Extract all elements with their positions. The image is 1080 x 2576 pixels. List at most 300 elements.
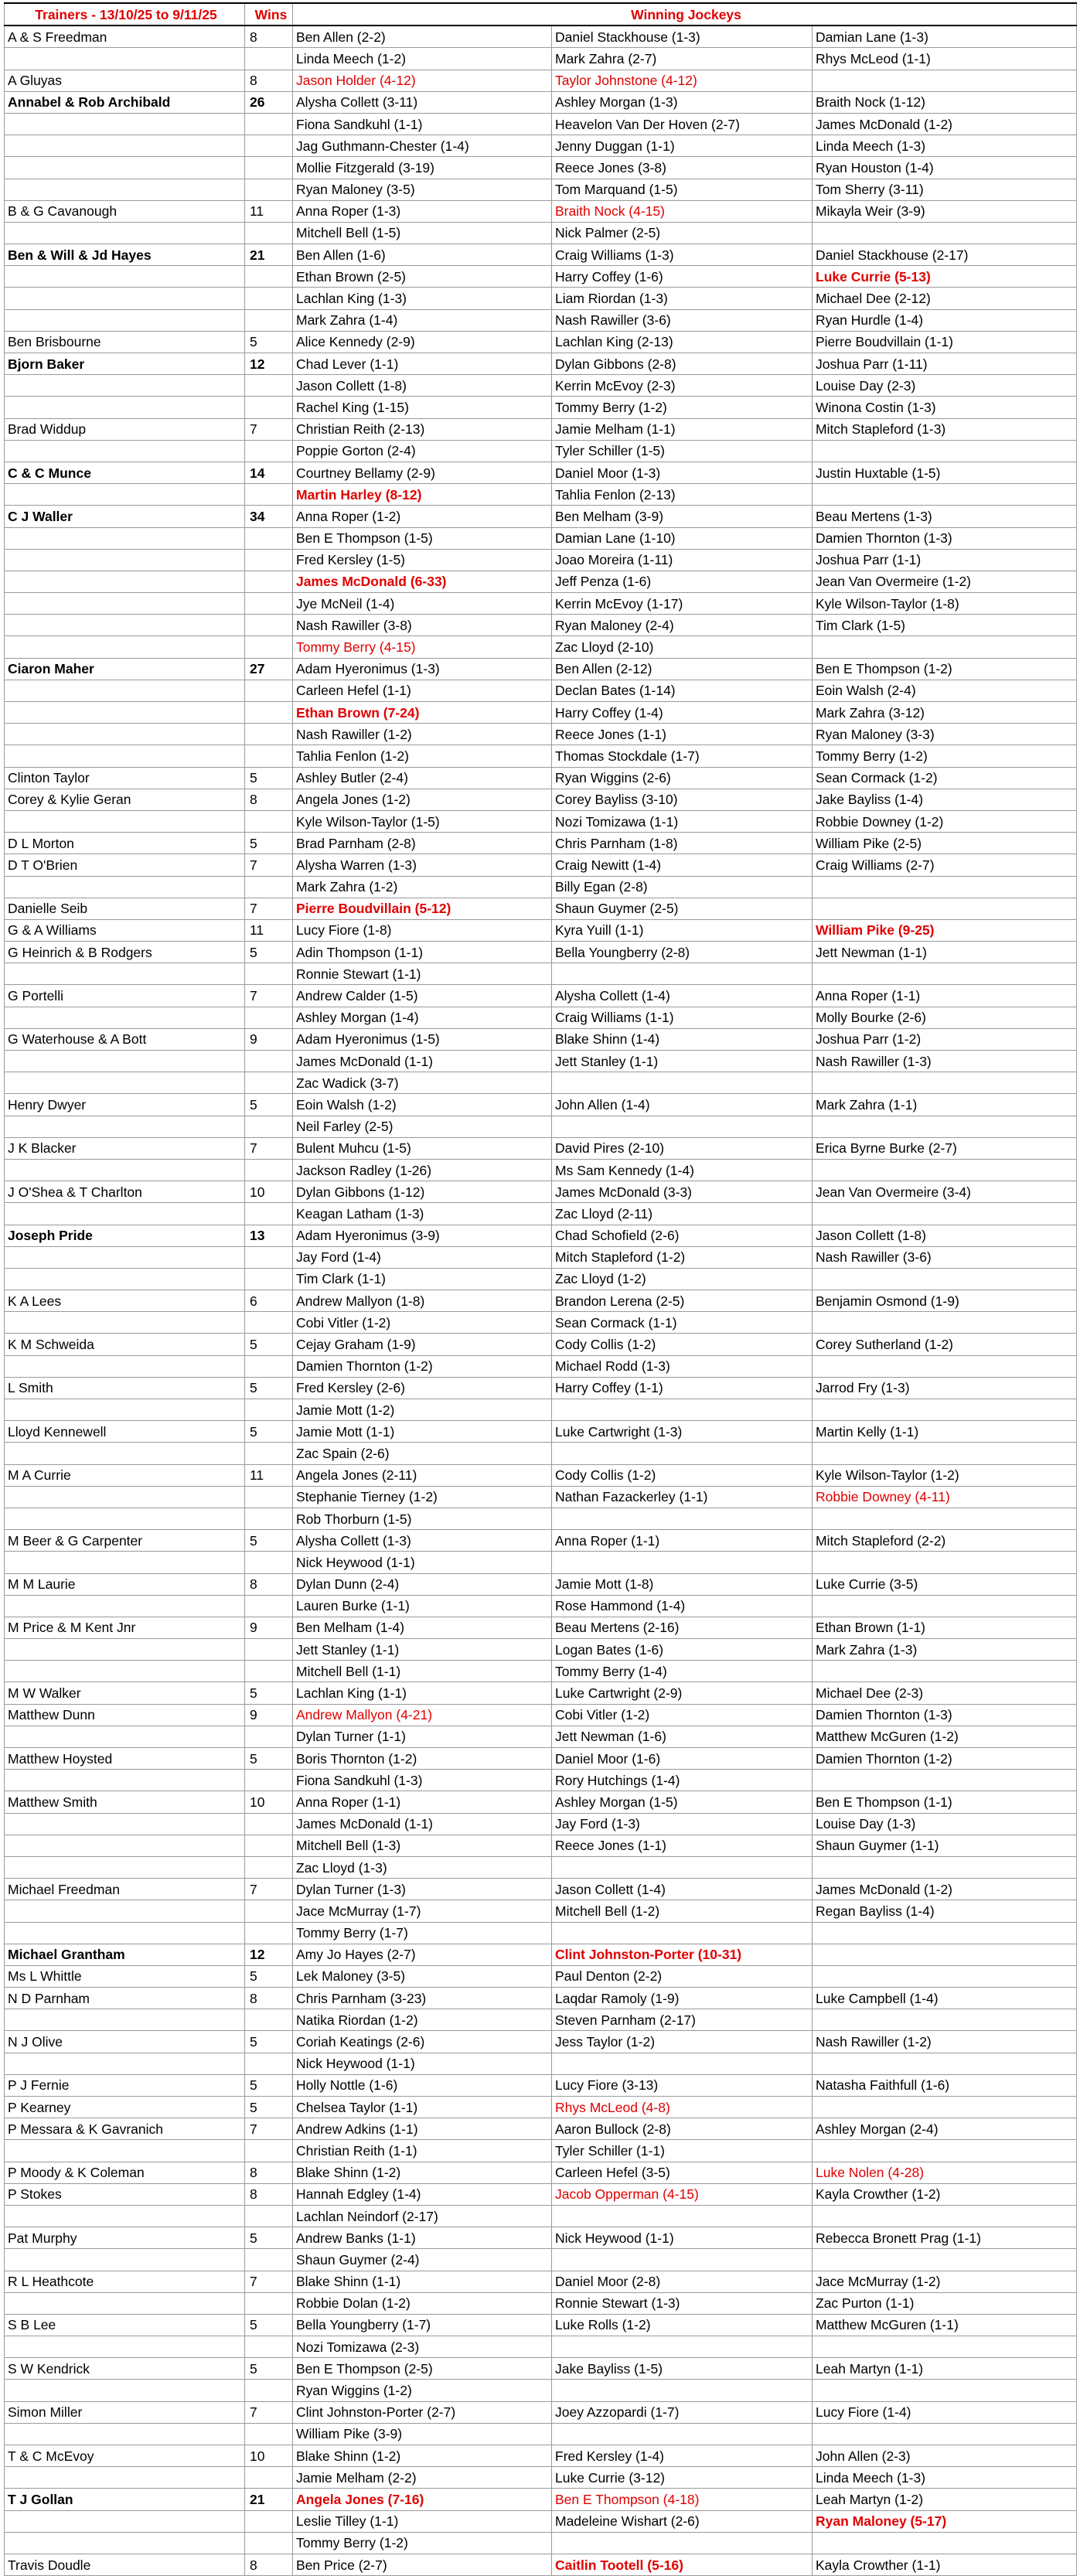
table-row: [5, 1704, 1077, 1726]
jockey-cell: [552, 963, 813, 985]
trainer-cell: [5, 2249, 245, 2271]
trainer-cell: A Gluyas: [5, 70, 245, 91]
jockey-cell: Sean Cormack (1-2): [813, 767, 1077, 789]
table-row: [5, 2489, 1077, 2510]
trainer-cell: M A Currie: [5, 1464, 245, 1486]
trainer-cell: G Portelli: [5, 985, 245, 1007]
trainer-cell: [5, 113, 245, 135]
jockey-cell: Lachlan King (2-13): [552, 331, 813, 353]
wins-cell: [245, 2292, 293, 2314]
wins-cell: 5: [245, 942, 293, 963]
wins-cell: [245, 48, 293, 70]
table-row: [5, 2292, 1077, 2314]
jockey-cell: Laqdar Ramoly (1-9): [552, 1988, 813, 2009]
jockey-cell: Fred Kersley (2-6): [293, 1377, 552, 1399]
jockey-cell: [552, 1399, 813, 1421]
jockey-cell: Nash Rawiller (1-3): [813, 1051, 1077, 1072]
trainer-cell: [5, 222, 245, 244]
wins-cell: 5: [245, 833, 293, 854]
jockey-cell: Jake Bayliss (1-4): [813, 789, 1077, 810]
jockey-cell: Shaun Guymer (1-1): [813, 1835, 1077, 1856]
jockey-cell: Jamie Melham (2-2): [293, 2467, 552, 2489]
jockey-cell: John Allen (2-3): [813, 2445, 1077, 2467]
table-row: [5, 1116, 1077, 1137]
jockey-cell: Kyle Wilson-Taylor (1-2): [813, 1464, 1077, 1486]
jockey-cell: Harry Coffey (1-1): [552, 1377, 813, 1399]
table-row: [5, 1530, 1077, 1552]
wins-cell: [245, 1268, 293, 1290]
trainer-cell: Ben Brisbourne: [5, 331, 245, 353]
table-row: [5, 244, 1077, 266]
table-row: [5, 1595, 1077, 1617]
jockey-cell: Nick Heywood (1-1): [552, 2227, 813, 2249]
trainer-cell: Brad Widdup: [5, 418, 245, 440]
jockey-cell: Matthew McGuren (1-1): [813, 2314, 1077, 2336]
jockey-cell: Chad Schofield (2-6): [552, 1225, 813, 1246]
wins-cell: [245, 2249, 293, 2271]
jockey-cell: [813, 2249, 1077, 2271]
table-row: [5, 2009, 1077, 2031]
jockey-cell: Leslie Tilley (1-1): [293, 2510, 552, 2532]
jockey-cell: Tommy Berry (1-2): [813, 745, 1077, 767]
jockey-cell: [813, 2097, 1077, 2118]
wins-cell: [245, 2467, 293, 2489]
table-row: [5, 2401, 1077, 2423]
wins-cell: [245, 1355, 293, 1377]
jockey-cell: Tommy Berry (1-2): [293, 2532, 552, 2554]
jockey-cell: Ryan Houston (1-4): [813, 157, 1077, 179]
trainer-cell: [5, 440, 245, 462]
trainer-cell: P J Fernie: [5, 2074, 245, 2096]
jockey-cell: Rose Hammond (1-4): [552, 1595, 813, 1617]
jockey-cell: [813, 2423, 1077, 2445]
jockey-cell: Michael Dee (2-12): [813, 288, 1077, 309]
table-row: [5, 2249, 1077, 2271]
trainer-cell: [5, 135, 245, 157]
jockey-cell: Anna Roper (1-1): [552, 1530, 813, 1552]
jockey-cell: Zac Spain (2-6): [293, 1443, 552, 1464]
jockey-cell: [813, 1159, 1077, 1181]
jockey-cell: Pierre Boudvillain (1-1): [813, 331, 1077, 353]
jockey-cell: [813, 1965, 1077, 1987]
wins-cell: 8: [245, 26, 293, 48]
trainer-cell: [5, 1268, 245, 1290]
jockey-cell: Fred Kersley (1-4): [552, 2445, 813, 2467]
wins-cell: [245, 222, 293, 244]
jockey-cell: Dylan Gibbons (2-8): [552, 353, 813, 375]
trainer-cell: [5, 1900, 245, 1922]
jockey-cell: [813, 1552, 1077, 1573]
jockey-cell: Jamie Mott (1-1): [293, 1421, 552, 1443]
wins-cell: 10: [245, 1791, 293, 1813]
table-row: [5, 2271, 1077, 2292]
table-row: [5, 1573, 1077, 1595]
jockey-cell: Dylan Turner (1-3): [293, 1879, 552, 1900]
wins-cell: 7: [245, 2271, 293, 2292]
wins-cell: [245, 1072, 293, 1094]
table-row: [5, 1137, 1077, 1159]
trainer-cell: [5, 2009, 245, 2031]
table-row: [5, 1007, 1077, 1028]
jockey-cell: Nash Rawiller (1-2): [293, 724, 552, 745]
jockey-cell: Ashley Morgan (1-3): [552, 91, 813, 113]
table-row: [5, 2510, 1077, 2532]
jockey-cell: Adam Hyeronimus (1-3): [293, 658, 552, 680]
jockey-cell: Linda Meech (1-3): [813, 135, 1077, 157]
jockey-cell: Bella Youngberry (2-8): [552, 942, 813, 963]
jockey-cell: [813, 1355, 1077, 1377]
jockey-cell: Brad Parnham (2-8): [293, 833, 552, 854]
trainer-cell: A & S Freedman: [5, 26, 245, 48]
jockey-cell: Jag Guthmann-Chester (1-4): [293, 135, 552, 157]
table-row: [5, 1988, 1077, 2009]
jockey-cell: Zac Lloyd (1-2): [552, 1268, 813, 1290]
wins-cell: 5: [245, 2031, 293, 2053]
jockey-cell: Linda Meech (1-3): [813, 2467, 1077, 2489]
jockey-cell: Anna Roper (1-3): [293, 200, 552, 222]
wins-cell: [245, 636, 293, 658]
wins-cell: 7: [245, 898, 293, 919]
jockey-cell: Tim Clark (1-5): [813, 615, 1077, 636]
table-row: [5, 1856, 1077, 1878]
trainer-cell: L Smith: [5, 1377, 245, 1399]
trainer-cell: [5, 2053, 245, 2074]
jockey-cell: [813, 222, 1077, 244]
jockey-cell: Luke Nolen (4-28): [813, 2162, 1077, 2183]
wins-cell: 5: [245, 331, 293, 353]
table-row: [5, 91, 1077, 113]
trainer-cell: M Beer & G Carpenter: [5, 1530, 245, 1552]
table-row: [5, 1770, 1077, 1791]
jockey-cell: Jean Van Overmeire (3-4): [813, 1181, 1077, 1203]
jockey-cell: Ben E Thompson (4-18): [552, 2489, 813, 2510]
wins-cell: 5: [245, 2227, 293, 2249]
jockey-cell: [813, 70, 1077, 91]
jockey-cell: Damian Lane (1-3): [813, 26, 1077, 48]
wins-cell: [245, 179, 293, 200]
trainer-cell: [5, 1856, 245, 1878]
jockey-cell: Ben Melham (1-4): [293, 1617, 552, 1638]
wins-cell: [245, 440, 293, 462]
table-row: [5, 1290, 1077, 1312]
table-row: [5, 2205, 1077, 2227]
jockey-cell: Cody Collis (1-2): [552, 1464, 813, 1486]
jockey-cell: Tom Marquand (1-5): [552, 179, 813, 200]
trainer-cell: [5, 1051, 245, 1072]
table-row: [5, 767, 1077, 789]
jockey-cell: Ben E Thompson (2-5): [293, 2358, 552, 2380]
jockey-cell: Jenny Duggan (1-1): [552, 135, 813, 157]
trainer-cell: [5, 1835, 245, 1856]
table-row: [5, 1965, 1077, 1987]
jockey-cell: Ben Melham (3-9): [552, 506, 813, 527]
wins-cell: [245, 810, 293, 832]
table-row: [5, 1246, 1077, 1268]
table-row: [5, 985, 1077, 1007]
jockey-cell: Neil Farley (2-5): [293, 1116, 552, 1137]
wins-cell: [245, 2140, 293, 2162]
table-row: [5, 157, 1077, 179]
jockey-cell: Fred Kersley (1-5): [293, 549, 552, 571]
jockey-cell: Zac Wadick (3-7): [293, 1072, 552, 1094]
jockey-cell: Boris Thornton (1-2): [293, 1748, 552, 1770]
table-row: [5, 1377, 1077, 1399]
wins-cell: [245, 288, 293, 309]
jockey-cell: [813, 2205, 1077, 2227]
trainer-cell: [5, 2292, 245, 2314]
jockey-cell: Tyler Schiller (1-1): [552, 2140, 813, 2162]
trainer-cell: P Moody & K Coleman: [5, 2162, 245, 2183]
jockey-cell: [813, 2140, 1077, 2162]
table-row: [5, 2532, 1077, 2554]
wins-cell: [245, 1900, 293, 1922]
jockey-cell: Lauren Burke (1-1): [293, 1595, 552, 1617]
jockey-cell: Joshua Parr (1-1): [813, 549, 1077, 571]
jockey-cell: Craig Newitt (1-4): [552, 854, 813, 876]
jockey-cell: [552, 2380, 813, 2401]
wins-cell: [245, 2510, 293, 2532]
table-row: [5, 1072, 1077, 1094]
jockey-cell: [813, 2532, 1077, 2554]
jockey-cell: Corey Sutherland (1-2): [813, 1334, 1077, 1355]
wins-cell: 34: [245, 506, 293, 527]
trainer-cell: [5, 484, 245, 506]
jockey-cell: Mikayla Weir (3-9): [813, 200, 1077, 222]
jockey-cell: Ryan Maloney (3-5): [293, 179, 552, 200]
jockey-cell: Erica Byrne Burke (2-7): [813, 1137, 1077, 1159]
jockey-cell: Jason Collett (1-8): [813, 1225, 1077, 1246]
table-row: [5, 919, 1077, 941]
jockey-cell: Ben Allen (2-12): [552, 658, 813, 680]
jockey-cell: Mark Zahra (1-1): [813, 1094, 1077, 1116]
jockey-cell: Matthew McGuren (1-2): [813, 1726, 1077, 1747]
jockey-cell: Courtney Bellamy (2-9): [293, 462, 552, 483]
table-row: [5, 462, 1077, 483]
wins-cell: 14: [245, 462, 293, 483]
jockey-cell: [813, 1944, 1077, 1965]
wins-cell: [245, 1116, 293, 1137]
wins-cell: 7: [245, 1137, 293, 1159]
jockey-cell: Leah Martyn (1-2): [813, 2489, 1077, 2510]
trainer-cell: [5, 1552, 245, 1573]
trainer-cell: [5, 1246, 245, 1268]
wins-cell: [245, 2009, 293, 2031]
table-row: [5, 1748, 1077, 1770]
jockey-cell: Jeff Penza (1-6): [552, 571, 813, 592]
jockey-cell: Tyler Schiller (1-5): [552, 440, 813, 462]
jockey-cell: Luke Cartwright (2-9): [552, 1682, 813, 1704]
jockey-cell: Alysha Collett (1-4): [552, 985, 813, 1007]
jockey-cell: Chelsea Taylor (1-1): [293, 2097, 552, 2118]
jockey-cell: Blake Shinn (1-1): [293, 2271, 552, 2292]
table-row: [5, 418, 1077, 440]
jockey-cell: James McDonald (1-2): [813, 1879, 1077, 1900]
jockey-cell: [813, 2009, 1077, 2031]
trainer-cell: C J Waller: [5, 506, 245, 527]
table-row: [5, 549, 1077, 571]
jockey-cell: Fiona Sandkuhl (1-3): [293, 1770, 552, 1791]
table-row: [5, 2140, 1077, 2162]
wins-cell: [245, 1552, 293, 1573]
jockey-cell: Natasha Faithfull (1-6): [813, 2074, 1077, 2096]
jockey-cell: [813, 1268, 1077, 1290]
wins-cell: 7: [245, 985, 293, 1007]
jockey-cell: Michael Dee (2-3): [813, 1682, 1077, 1704]
header-row: [5, 3, 1077, 26]
jockey-cell: Mitchell Bell (1-1): [293, 1661, 552, 1682]
jockey-cell: Stephanie Tierney (1-2): [293, 1486, 552, 1508]
wins-cell: [245, 1399, 293, 1421]
trainer-cell: Matthew Smith: [5, 1791, 245, 1813]
trainer-cell: [5, 1203, 245, 1225]
trainer-cell: [5, 1312, 245, 1334]
wins-cell: 8: [245, 2183, 293, 2205]
jockey-cell: Alysha Collett (3-11): [293, 91, 552, 113]
jockey-cell: Ms Sam Kennedy (1-4): [552, 1159, 813, 1181]
jockey-cell: Ryan Maloney (2-4): [552, 615, 813, 636]
wins-cell: [245, 1639, 293, 1661]
jockey-cell: Coriah Keatings (2-6): [293, 2031, 552, 2053]
jockey-cell: [813, 440, 1077, 462]
wins-cell: 5: [245, 1748, 293, 1770]
trainer-cell: N D Parnham: [5, 1988, 245, 2009]
jockey-cell: Shaun Guymer (2-5): [552, 898, 813, 919]
jockey-cell: Shaun Guymer (2-4): [293, 2249, 552, 2271]
table-row: [5, 1355, 1077, 1377]
jockey-cell: Taylor Johnstone (4-12): [552, 70, 813, 91]
jockey-cell: [552, 1072, 813, 1094]
jockey-cell: Blake Shinn (1-2): [293, 2445, 552, 2467]
jockey-cell: Molly Bourke (2-6): [813, 1007, 1077, 1028]
jockey-cell: Ryan Wiggins (1-2): [293, 2380, 552, 2401]
jockey-cell: [813, 2336, 1077, 2358]
wins-cell: [245, 484, 293, 506]
jockey-cell: Ethan Brown (7-24): [293, 702, 552, 724]
trainer-cell: Michael Freedman: [5, 1879, 245, 1900]
wins-cell: 7: [245, 418, 293, 440]
jockey-cell: Angela Jones (7-16): [293, 2489, 552, 2510]
trainer-cell: Bjorn Baker: [5, 353, 245, 375]
trainer-cell: K M Schweida: [5, 1334, 245, 1355]
trainer-cell: [5, 1639, 245, 1661]
table-row: [5, 942, 1077, 963]
table-row: [5, 810, 1077, 832]
table-row: [5, 1028, 1077, 1050]
jockey-cell: Kyle Wilson-Taylor (1-8): [813, 593, 1077, 615]
trainer-cell: Clinton Taylor: [5, 767, 245, 789]
jockey-cell: [813, 1595, 1077, 1617]
wins-cell: 8: [245, 1573, 293, 1595]
jockey-cell: Robbie Downey (1-2): [813, 810, 1077, 832]
trainer-cell: R L Heathcote: [5, 2271, 245, 2292]
jockey-cell: [552, 1508, 813, 1529]
jockey-cell: Andrew Mallyon (1-8): [293, 1290, 552, 1312]
jockey-cell: Jye McNeil (1-4): [293, 593, 552, 615]
jockey-cell: James McDonald (3-3): [552, 1181, 813, 1203]
jockey-cell: Braith Nock (4-15): [552, 200, 813, 222]
table-row: [5, 309, 1077, 331]
wins-cell: 5: [245, 1682, 293, 1704]
table-row: [5, 1552, 1077, 1573]
jockey-cell: Reece Jones (1-1): [552, 724, 813, 745]
table-row: [5, 2554, 1077, 2575]
jockey-cell: Lek Maloney (3-5): [293, 1965, 552, 1987]
jockey-cell: Daniel Stackhouse (2-17): [813, 244, 1077, 266]
jockey-cell: Eoin Walsh (2-4): [813, 680, 1077, 701]
jockey-cell: Jett Newman (1-1): [813, 942, 1077, 963]
jockey-cell: Jay Ford (1-4): [293, 1246, 552, 1268]
wins-cell: 7: [245, 1879, 293, 1900]
jockey-cell: [552, 2532, 813, 2554]
wins-cell: 11: [245, 1464, 293, 1486]
trainer-cell: [5, 266, 245, 288]
wins-cell: [245, 1922, 293, 1944]
jockey-cell: William Pike (2-5): [813, 833, 1077, 854]
table-row: [5, 724, 1077, 745]
jockey-cell: Bulent Muhcu (1-5): [293, 1137, 552, 1159]
table-row: [5, 854, 1077, 876]
jockey-cell: Nick Heywood (1-1): [293, 2053, 552, 2074]
trainer-cell: Annabel & Rob Archibald: [5, 91, 245, 113]
table-row: [5, 789, 1077, 810]
jockey-cell: [813, 1203, 1077, 1225]
jockey-cell: Louise Day (1-3): [813, 1813, 1077, 1835]
jockey-cell: Ben E Thompson (1-2): [813, 658, 1077, 680]
jockey-cell: Jason Collett (1-4): [552, 1879, 813, 1900]
wins-cell: [245, 1312, 293, 1334]
jockey-cell: Caitlin Tootell (5-16): [552, 2554, 813, 2575]
wins-cell: 5: [245, 767, 293, 789]
wins-cell: [245, 2380, 293, 2401]
table-row: [5, 1726, 1077, 1747]
wins-cell: [245, 593, 293, 615]
jockey-cell: Cobi Vitler (1-2): [293, 1312, 552, 1334]
trainer-cell: G Heinrich & B Rodgers: [5, 942, 245, 963]
trainer-cell: N J Olive: [5, 2031, 245, 2053]
table-row: [5, 527, 1077, 549]
jockey-cell: Benjamin Osmond (1-9): [813, 1290, 1077, 1312]
table-row: [5, 1051, 1077, 1072]
trainer-cell: [5, 1922, 245, 1944]
wins-cell: 7: [245, 2401, 293, 2423]
jockey-cell: Nozi Tomizawa (1-1): [552, 810, 813, 832]
table-row: [5, 745, 1077, 767]
wins-cell: [245, 1813, 293, 1835]
jockey-cell: [813, 1443, 1077, 1464]
jockey-cell: [552, 2423, 813, 2445]
jockey-cell: Lucy Fiore (1-8): [293, 919, 552, 941]
jockey-cell: Damien Thornton (1-3): [813, 527, 1077, 549]
trainer-cell: [5, 702, 245, 724]
jockey-cell: Zac Lloyd (2-10): [552, 636, 813, 658]
jockey-cell: Regan Bayliss (1-4): [813, 1900, 1077, 1922]
table-row: [5, 200, 1077, 222]
jockey-cell: Leah Martyn (1-1): [813, 2358, 1077, 2380]
jockey-cell: Chris Parnham (3-23): [293, 1988, 552, 2009]
jockey-cell: Blake Shinn (1-2): [293, 2162, 552, 2183]
wins-cell: [245, 527, 293, 549]
jockey-cell: Jamie Mott (1-8): [552, 1573, 813, 1595]
jockey-cell: Jay Ford (1-3): [552, 1813, 813, 1835]
jockey-cell: Eoin Walsh (1-2): [293, 1094, 552, 1116]
jockey-cell: Hannah Edgley (1-4): [293, 2183, 552, 2205]
jockey-cell: Rory Hutchings (1-4): [552, 1770, 813, 1791]
trainer-cell: [5, 1595, 245, 1617]
wins-cell: [245, 1856, 293, 1878]
trainer-cell: [5, 1508, 245, 1529]
winning-jockeys-header: Winning Jockeys: [293, 3, 1077, 26]
trainer-cell: M W Walker: [5, 1682, 245, 1704]
